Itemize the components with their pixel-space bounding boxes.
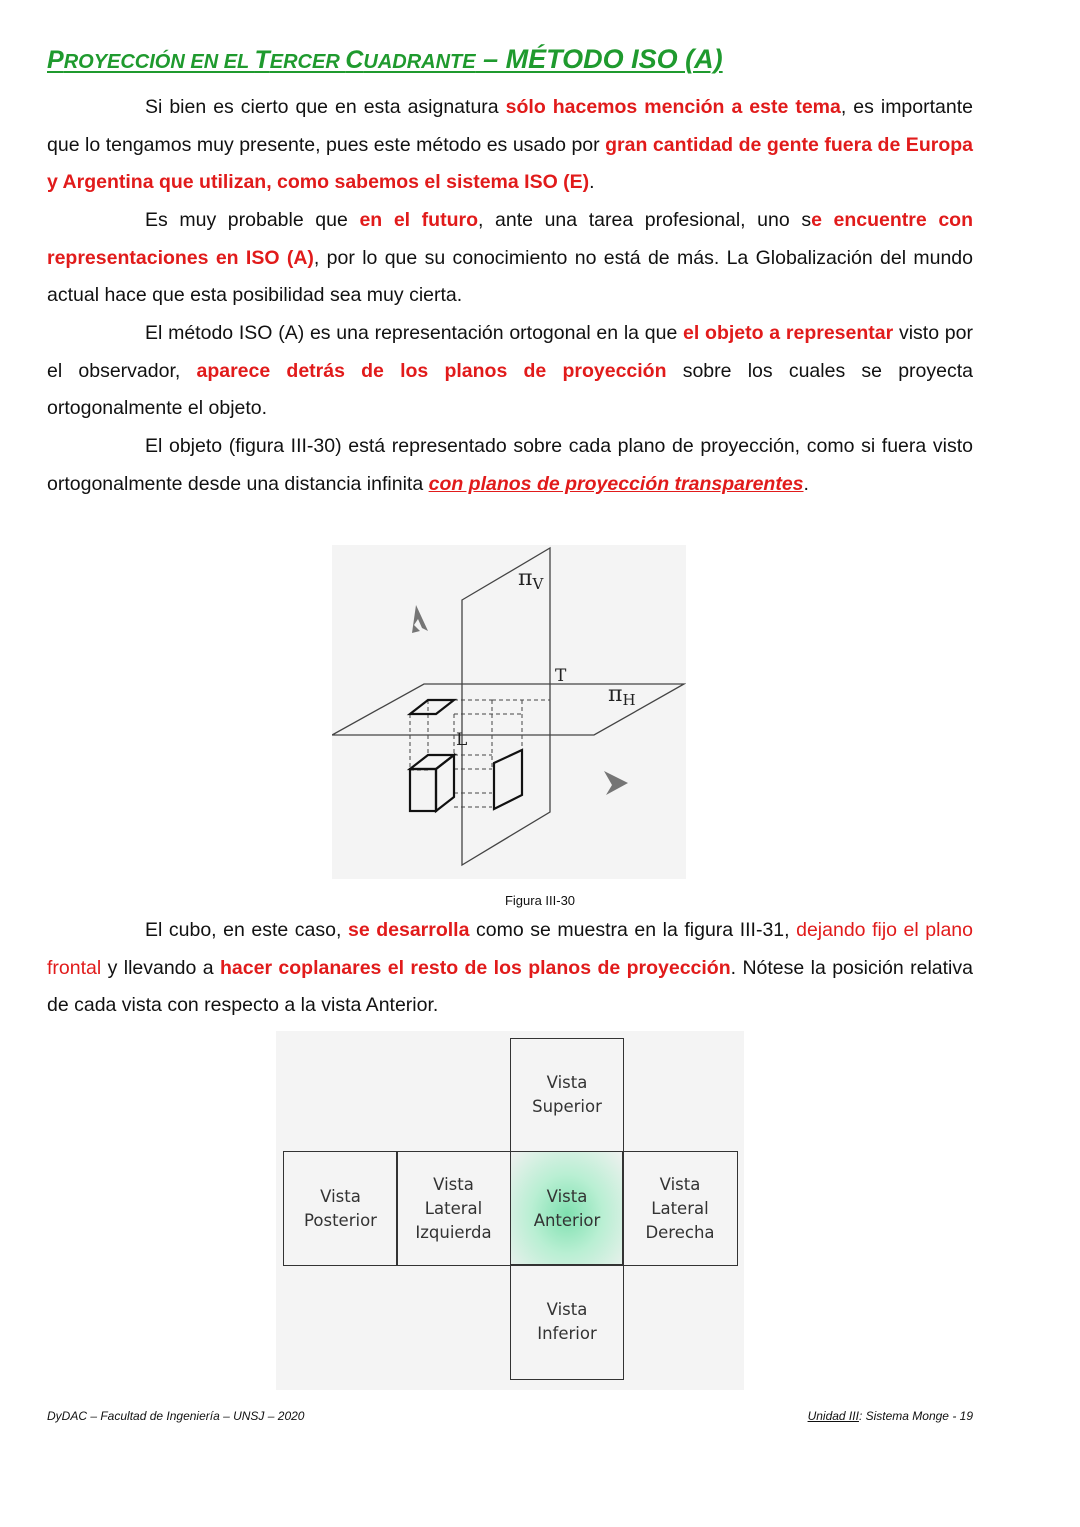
figure-iii-31-views-layout — [276, 1031, 744, 1390]
paragraph-1: Si bien es cierto que en esta asignatura sólo hacemos mención a este tema, es importante que lo tengamos muy presente, pues este método es usado por gran cantidad de gente fuera de Europa y Argentina que utilizan, como sabemos el sistema ISO (E). — [47, 96, 973, 194]
label-l: L — [456, 730, 468, 750]
svg-text:πV: πV — [518, 566, 544, 593]
section-title — [47, 44, 987, 84]
paragraph-3: El método ISO (A) es una representación ortogonal en la que el objeto a representar visto por el observador, aparece detrás de los planos de proyección sobre los cuales se proyecta ortogonalmente el objeto. — [47, 322, 973, 420]
figure-caption: Figura III-30 — [504, 893, 576, 908]
footer-right: Unidad III: Sistema Monge - 19 — [807, 1409, 973, 1423]
view-anterior: Vista Anterior — [510, 1151, 624, 1266]
view-superior: Vista Superior — [510, 1038, 624, 1152]
view-lateral-izquierda: Vista Lateral Izquierda — [396, 1151, 511, 1266]
label-t: T — [555, 666, 567, 686]
front-view-projection — [410, 755, 454, 811]
paragraph-5: El cubo, en este caso, se desarrolla como se muestra en la figura III-31, dejando fijo el plano frontal y llevando a hacer coplanares el resto de los planos de proyección. Nótese la posición relativa de cada vista con respecto a la vista Anterior. — [47, 919, 973, 1017]
title-underlined-part: PROYECCIÓN EN EL TERCER CUADRANTE — [47, 46, 476, 74]
side-view-projection — [494, 750, 522, 809]
projection-lines — [410, 684, 550, 807]
paragraph-4: El objeto (figura III-30) está representado sobre cada plano de proyección, como si fuera visto ortogonalmente desde una distancia infinita con planos de proyección transparentes. — [47, 435, 973, 495]
observer-arrow-side — [604, 771, 628, 795]
footer-left: DyDAC – Facultad de Ingeniería – UNSJ – 2020 — [47, 1409, 305, 1423]
title-method: – MÉTODO ISO (A) — [475, 44, 723, 74]
figure-iii-30 — [332, 545, 686, 879]
view-inferior: Vista Inferior — [510, 1264, 624, 1380]
vertical-plane — [462, 548, 550, 865]
projection-planes-diagram — [332, 545, 686, 879]
top-view-projection — [410, 700, 454, 714]
paragraph-2: Es muy probable que en el futuro, ante una tarea profesional, uno se encuentre con representaciones en ISO (A), por lo que su conocimiento no está de más. La Globalización del mundo actual hace que esta posibilidad sea muy cierta. — [47, 209, 973, 307]
svg-text:πH: πH — [608, 682, 636, 709]
view-lateral-derecha: Vista Lateral Derecha — [622, 1151, 738, 1266]
observer-arrow-top — [412, 605, 428, 633]
view-posterior: Vista Posterior — [283, 1151, 398, 1266]
